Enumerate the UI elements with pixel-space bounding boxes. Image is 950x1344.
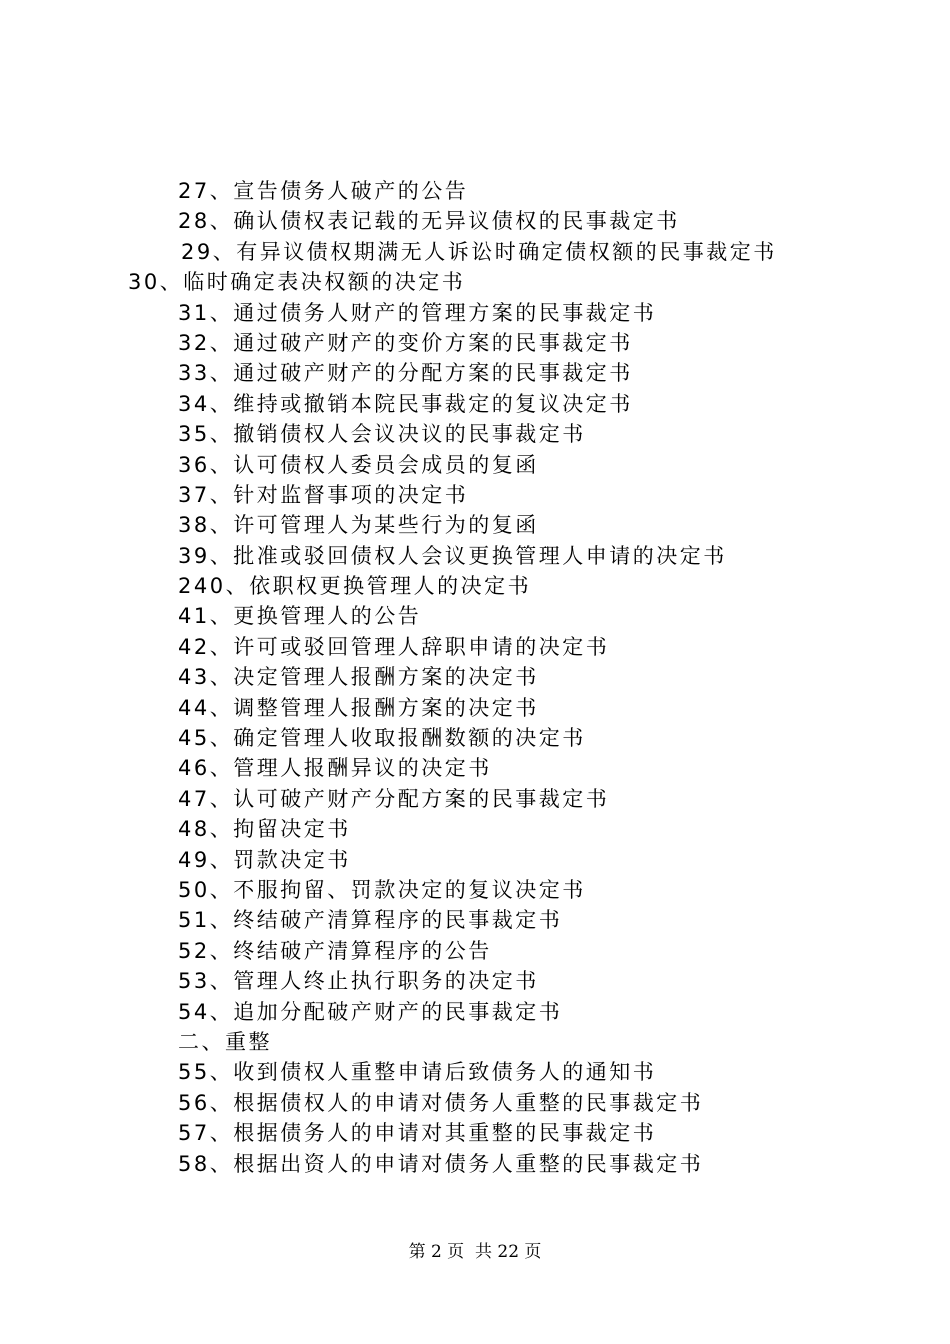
list-item: 47、认可破产财产分配方案的民事裁定书 (178, 786, 610, 811)
list-item: 35、撤销债权人会议决议的民事裁定书 (178, 422, 586, 447)
list-item: 39、批准或驳回债权人会议更换管理人申请的决定书 (178, 543, 727, 568)
section-heading: 二、重整 (178, 1029, 272, 1054)
list-item: 56、根据债权人的申请对债务人重整的民事裁定书 (178, 1090, 704, 1115)
list-item: 50、不服拘留、罚款决定的复议决定书 (178, 877, 586, 902)
list-item: 57、根据债务人的申请对其重整的民事裁定书 (178, 1121, 657, 1146)
list-item: 32、通过破产财产的变价方案的民事裁定书 (178, 330, 633, 355)
list-item: 30、临时确定表决权额的决定书 (128, 270, 466, 295)
list-item: 44、调整管理人报酬方案的决定书 (178, 695, 539, 720)
list-item: 27、宣告债务人破产的公告 (178, 179, 469, 203)
page-footer (0, 1240, 950, 1264)
list-item: 51、终结破产清算程序的民事裁定书 (178, 908, 563, 933)
list-item: 240、依职权更换管理人的决定书 (178, 574, 532, 599)
list-item: 38、许可管理人为某些行为的复函 (178, 513, 539, 538)
list-item: 34、维持或撤销本院民事裁定的复议决定书 (178, 391, 633, 416)
list-item: 52、终结破产清算程序的公告 (178, 938, 492, 963)
list-item: 33、通过破产财产的分配方案的民事裁定书 (178, 361, 633, 386)
list-item: 31、通过债务人财产的管理方案的民事裁定书 (178, 300, 657, 325)
list-item: 42、许可或驳回管理人辞职申请的决定书 (178, 634, 610, 659)
list-item: 43、决定管理人报酬方案的决定书 (178, 665, 539, 690)
list-item: 41、更换管理人的公告 (178, 604, 422, 629)
list-item: 49、罚款决定书 (178, 847, 351, 872)
list-item: 46、管理人报酬异议的决定书 (178, 756, 492, 781)
list-item: 58、根据出资人的申请对债务人重整的民事裁定书 (178, 1151, 704, 1176)
list-item: 54、追加分配破产财产的民事裁定书 (178, 999, 563, 1024)
page-number-label: 第 2 页 共 22 页 (408, 1242, 542, 1262)
list-item: 36、认可债权人委员会成员的复函 (178, 452, 539, 477)
list-item: 28、确认债权表记载的无异议债权的民事裁定书 (178, 209, 680, 234)
list-item: 29、有异议债权期满无人诉讼时确定债权额的民事裁定书 (181, 239, 777, 264)
list-item: 55、收到债权人重整申请后致债务人的通知书 (178, 1060, 657, 1085)
list-item: 53、管理人终止执行职务的决定书 (178, 969, 539, 994)
list-item: 48、拘留决定书 (178, 817, 351, 842)
list-item: 37、针对监督事项的决定书 (178, 482, 469, 507)
document-list (0, 176, 950, 1179)
list-item: 45、确定管理人收取报酬数额的决定书 (178, 726, 586, 751)
